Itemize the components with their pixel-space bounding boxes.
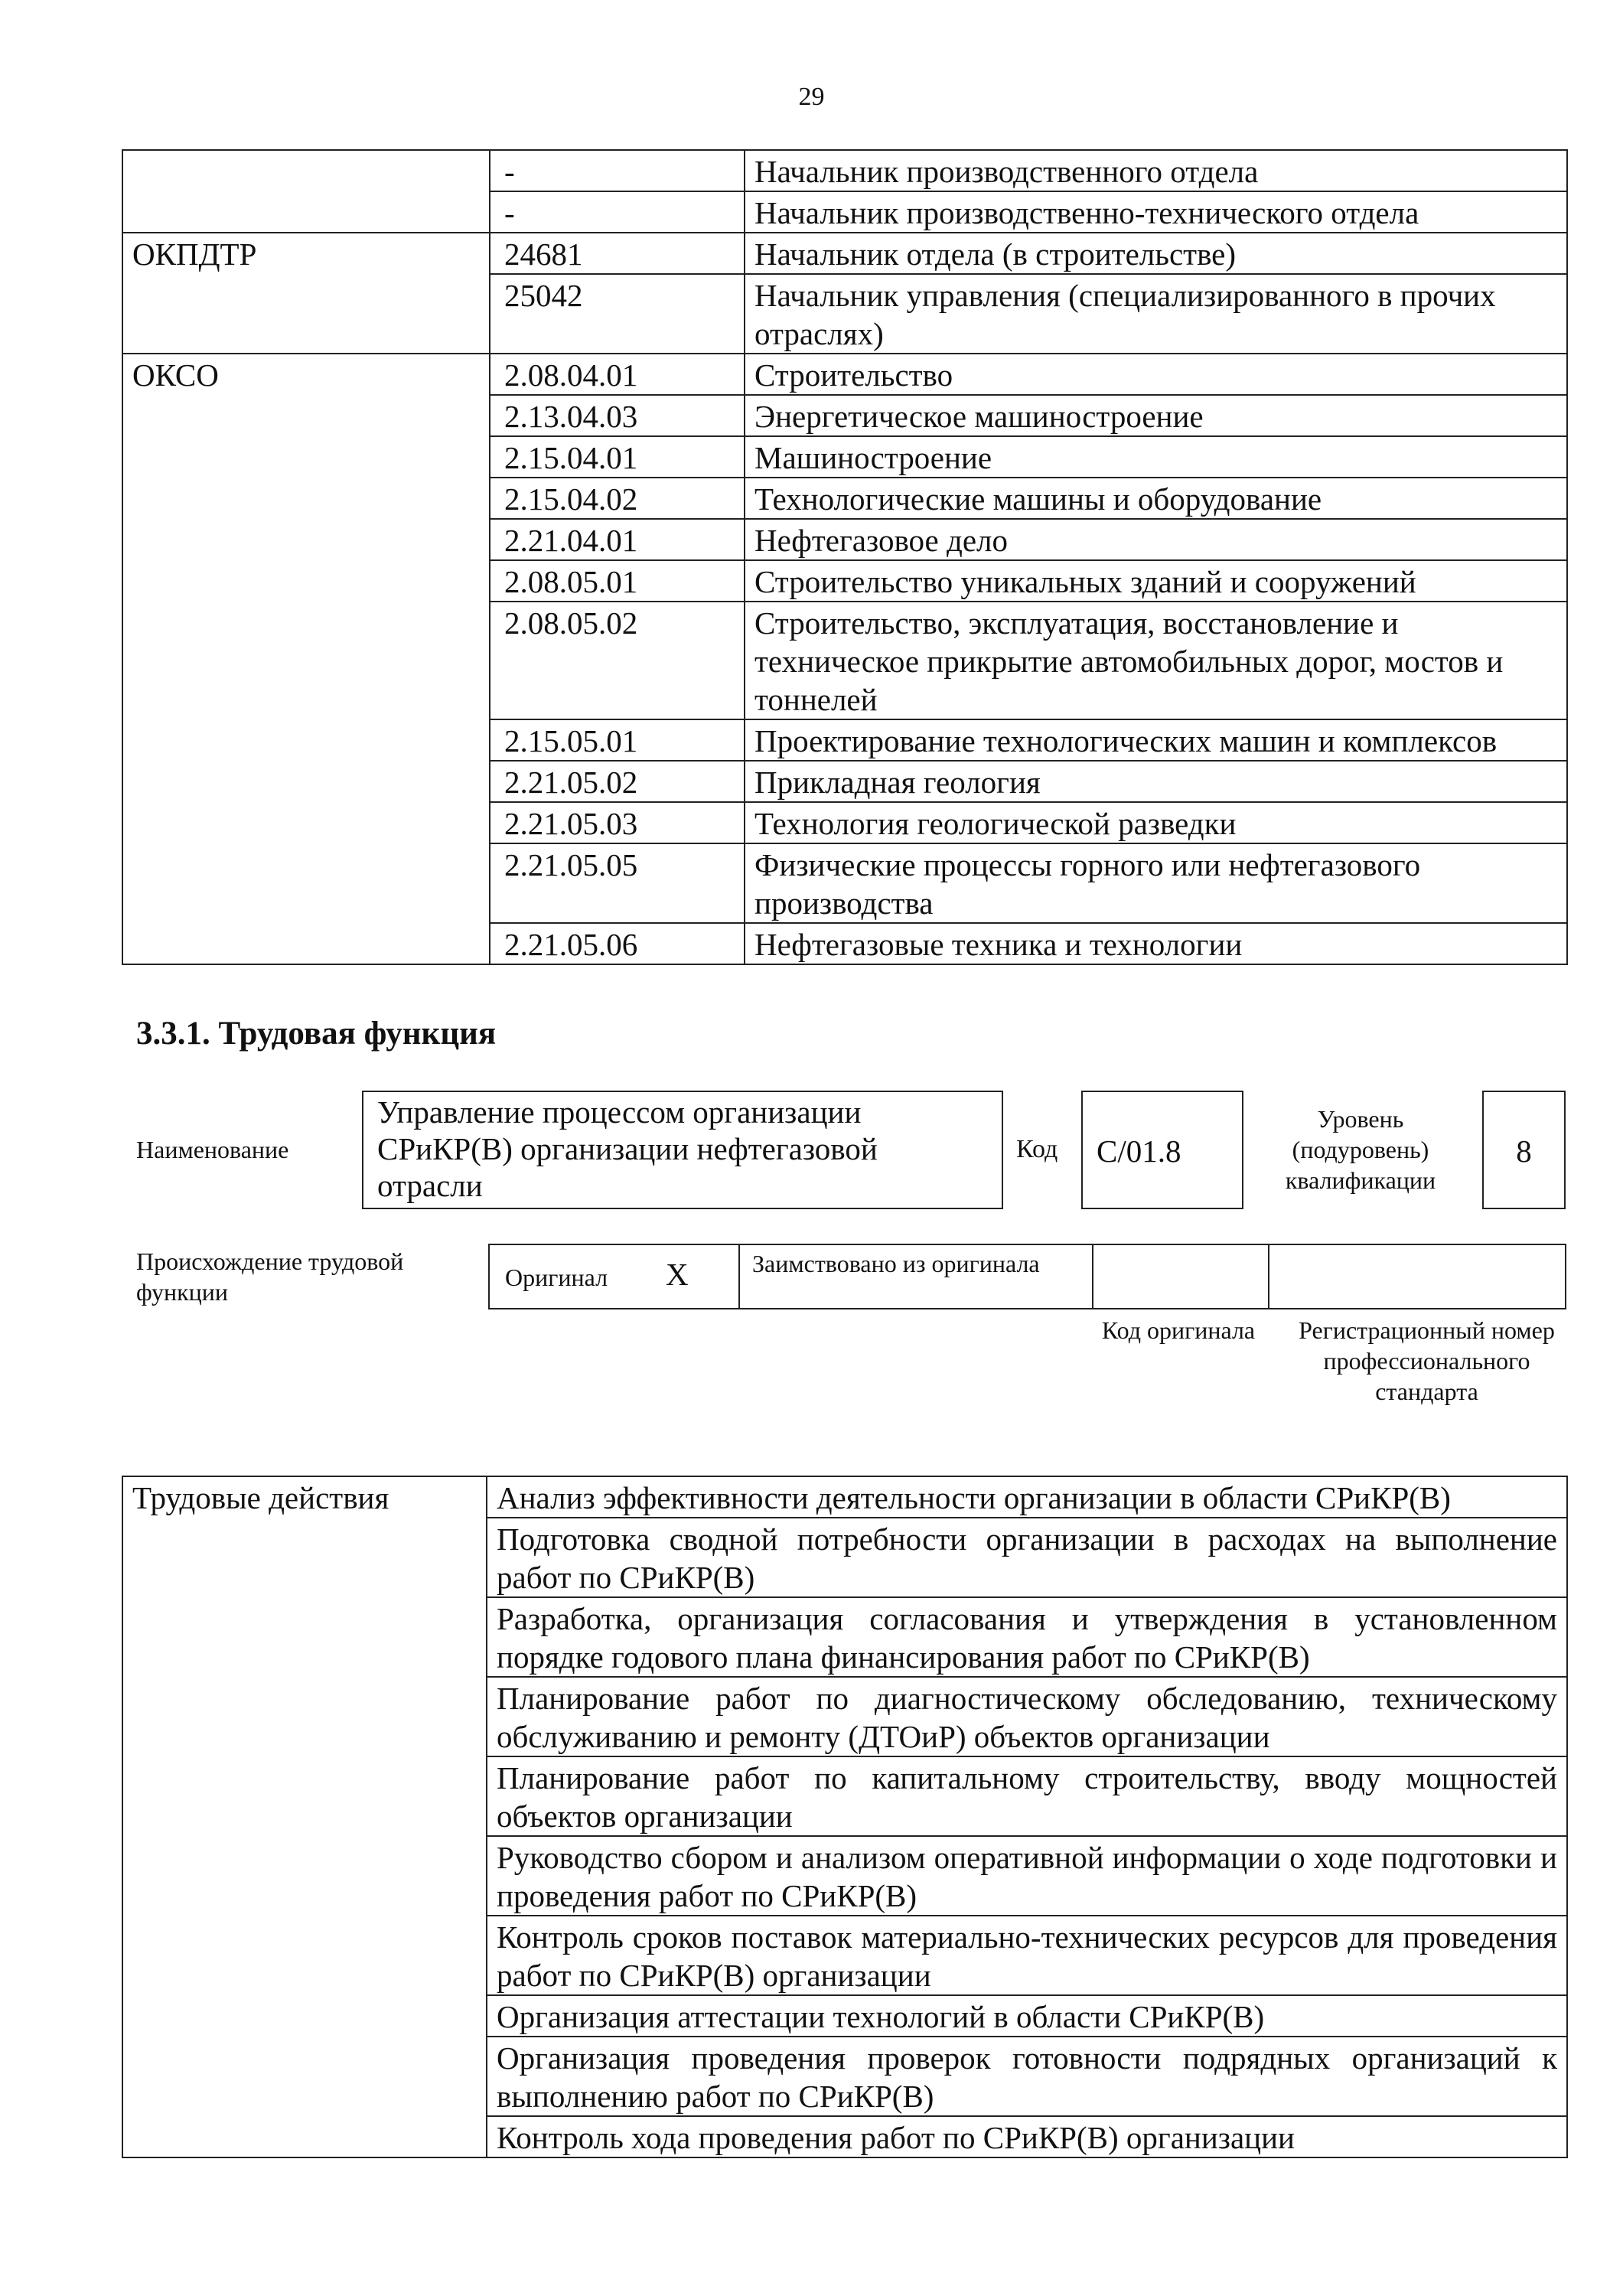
name-cell: Начальник управления (специализированного в прочих отраслях) <box>745 274 1567 354</box>
code-cell: 2.13.04.03 <box>490 395 745 436</box>
classifier-cell: ОКСО <box>122 354 490 395</box>
codes-table-row <box>122 761 1567 802</box>
labor-action-item: Планирование работ по диагностическому обследованию, техническому обслуживанию и ремонту (ДТОиР) объектов организации <box>487 1677 1567 1756</box>
codes-table-row <box>122 395 1567 436</box>
codes-table-row <box>122 436 1567 478</box>
level-label: Уровень (подуровень) квалификации <box>1285 1105 1436 1194</box>
name-cell: Начальник производственного отдела <box>745 150 1567 191</box>
classifier-cell: ОКПДТР <box>122 233 490 274</box>
code-cell: 2.21.05.05 <box>490 843 745 923</box>
original-mark: X <box>666 1257 689 1292</box>
classifier-cell <box>122 395 490 436</box>
classifier-cell <box>122 560 490 602</box>
codes-table-row <box>122 560 1567 602</box>
classifier-cell <box>122 519 490 560</box>
labor-action-item: Контроль хода проведения работ по СРиКР(В) организации <box>487 2116 1567 2157</box>
function-code-value: С/01.8 <box>1081 1091 1243 1209</box>
name-cell: Нефтегазовые техника и технологии <box>745 923 1567 964</box>
code-cell: - <box>490 191 745 233</box>
section-heading: 3.3.1. Трудовая функция <box>136 1016 497 1052</box>
codes-table-row <box>122 602 1567 719</box>
code-cell: 2.21.05.02 <box>490 761 745 802</box>
labor-actions-label: Трудовые действия <box>122 1476 487 2157</box>
labor-action-item: Контроль сроков поставок материально-технических ресурсов для проведения работ по СРиКР(В) организации <box>487 1916 1567 1995</box>
codes-table-row <box>122 923 1567 964</box>
code-cell: - <box>490 150 745 191</box>
codes-table-row <box>122 843 1567 923</box>
codes-table-row <box>122 478 1567 519</box>
classifier-cell <box>122 478 490 519</box>
name-cell: Нефтегазовое дело <box>745 519 1567 560</box>
original-label: Оригинал <box>505 1264 608 1291</box>
labor-action-item: Разработка, организация согласования и утверждения в установленном порядке годового плана финансирования работ по СРиКР(В) <box>487 1597 1567 1677</box>
name-cell: Прикладная геология <box>745 761 1567 802</box>
labor-action-item: Организация проведения проверок готовности подрядных организаций к выполнению работ по СРиКР(В) <box>487 2037 1567 2116</box>
level-value: 8 <box>1482 1091 1566 1209</box>
page-number: 29 <box>798 83 825 111</box>
labor-action-item: Организация аттестации технологий в области СРиКР(В) <box>487 1995 1567 2037</box>
name-cell: Машиностроение <box>745 436 1567 478</box>
name-cell: Проектирование технологических машин и комплексов <box>745 719 1567 761</box>
labor-actions-table <box>122 1476 1568 2158</box>
name-cell: Технология геологической разведки <box>745 802 1567 843</box>
name-cell: Энергетическое машиностроение <box>745 395 1567 436</box>
function-name-value: Управление процессом организации СРиКР(В) организации нефтегазовой отрасли <box>362 1091 1003 1209</box>
codes-table-row <box>122 519 1567 560</box>
labor-action-item: Планирование работ по капитальному строительству, вводу мощностей объектов организации <box>487 1756 1567 1836</box>
code-cell: 2.15.05.01 <box>490 719 745 761</box>
codes-table-row <box>122 191 1567 233</box>
name-cell: Строительство уникальных зданий и сооружений <box>745 560 1567 602</box>
codes-table-row <box>122 802 1567 843</box>
codes-table-row <box>122 354 1567 395</box>
classifier-cell <box>122 923 490 964</box>
name-label: Наименование <box>136 1136 289 1163</box>
borrowed-label: Заимствовано из оригинала <box>752 1250 1040 1277</box>
labor-action-item: Анализ эффективности деятельности организации в области СРиКР(В) <box>487 1476 1567 1518</box>
labor-action-row <box>122 1476 1567 1518</box>
codes-table-row <box>122 150 1567 191</box>
classifier-cell <box>122 602 490 719</box>
name-cell: Технологические машины и оборудование <box>745 478 1567 519</box>
name-cell: Строительство, эксплуатация, восстановление и техническое прикрытие автомобильных дорог, мостов и тоннелей <box>745 602 1567 719</box>
original-code-caption: Код оригинала <box>1101 1316 1256 1344</box>
code-cell: 2.15.04.01 <box>490 436 745 478</box>
reg-number-caption: Регистрационный номер профессионального стандарта <box>1299 1316 1555 1405</box>
code-cell: 24681 <box>490 233 745 274</box>
code-cell: 2.08.05.02 <box>490 602 745 719</box>
code-label: Код <box>1016 1135 1058 1163</box>
codes-table-row <box>122 274 1567 354</box>
code-cell: 2.08.04.01 <box>490 354 745 395</box>
labor-action-item: Руководство сбором и анализом оперативной информации о ходе подготовки и проведения работ по СРиКР(В) <box>487 1836 1567 1916</box>
classifier-cell <box>122 719 490 761</box>
classifier-cell <box>122 436 490 478</box>
name-cell: Начальник производственно-технического отдела <box>745 191 1567 233</box>
origin-box <box>488 1244 1566 1309</box>
code-cell: 2.21.04.01 <box>490 519 745 560</box>
code-cell: 2.08.05.01 <box>490 560 745 602</box>
classifier-cell <box>122 150 490 191</box>
classifier-cell <box>122 274 490 354</box>
classifier-cell <box>122 802 490 843</box>
code-cell: 25042 <box>490 274 745 354</box>
labor-action-item: Подготовка сводной потребности организации в расходах на выполнение работ по СРиКР(В) <box>487 1518 1567 1597</box>
name-cell: Строительство <box>745 354 1567 395</box>
codes-table-row <box>122 719 1567 761</box>
classifier-cell <box>122 843 490 923</box>
name-cell: Физические процессы горного или нефтегазового производства <box>745 843 1567 923</box>
name-cell: Начальник отдела (в строительстве) <box>745 233 1567 274</box>
origin-label: Происхождение трудовой функции <box>136 1247 404 1306</box>
codes-table-row <box>122 233 1567 274</box>
codes-table <box>122 149 1568 965</box>
code-cell: 2.21.05.06 <box>490 923 745 964</box>
classifier-cell <box>122 191 490 233</box>
classifier-cell <box>122 761 490 802</box>
code-cell: 2.15.04.02 <box>490 478 745 519</box>
code-cell: 2.21.05.03 <box>490 802 745 843</box>
